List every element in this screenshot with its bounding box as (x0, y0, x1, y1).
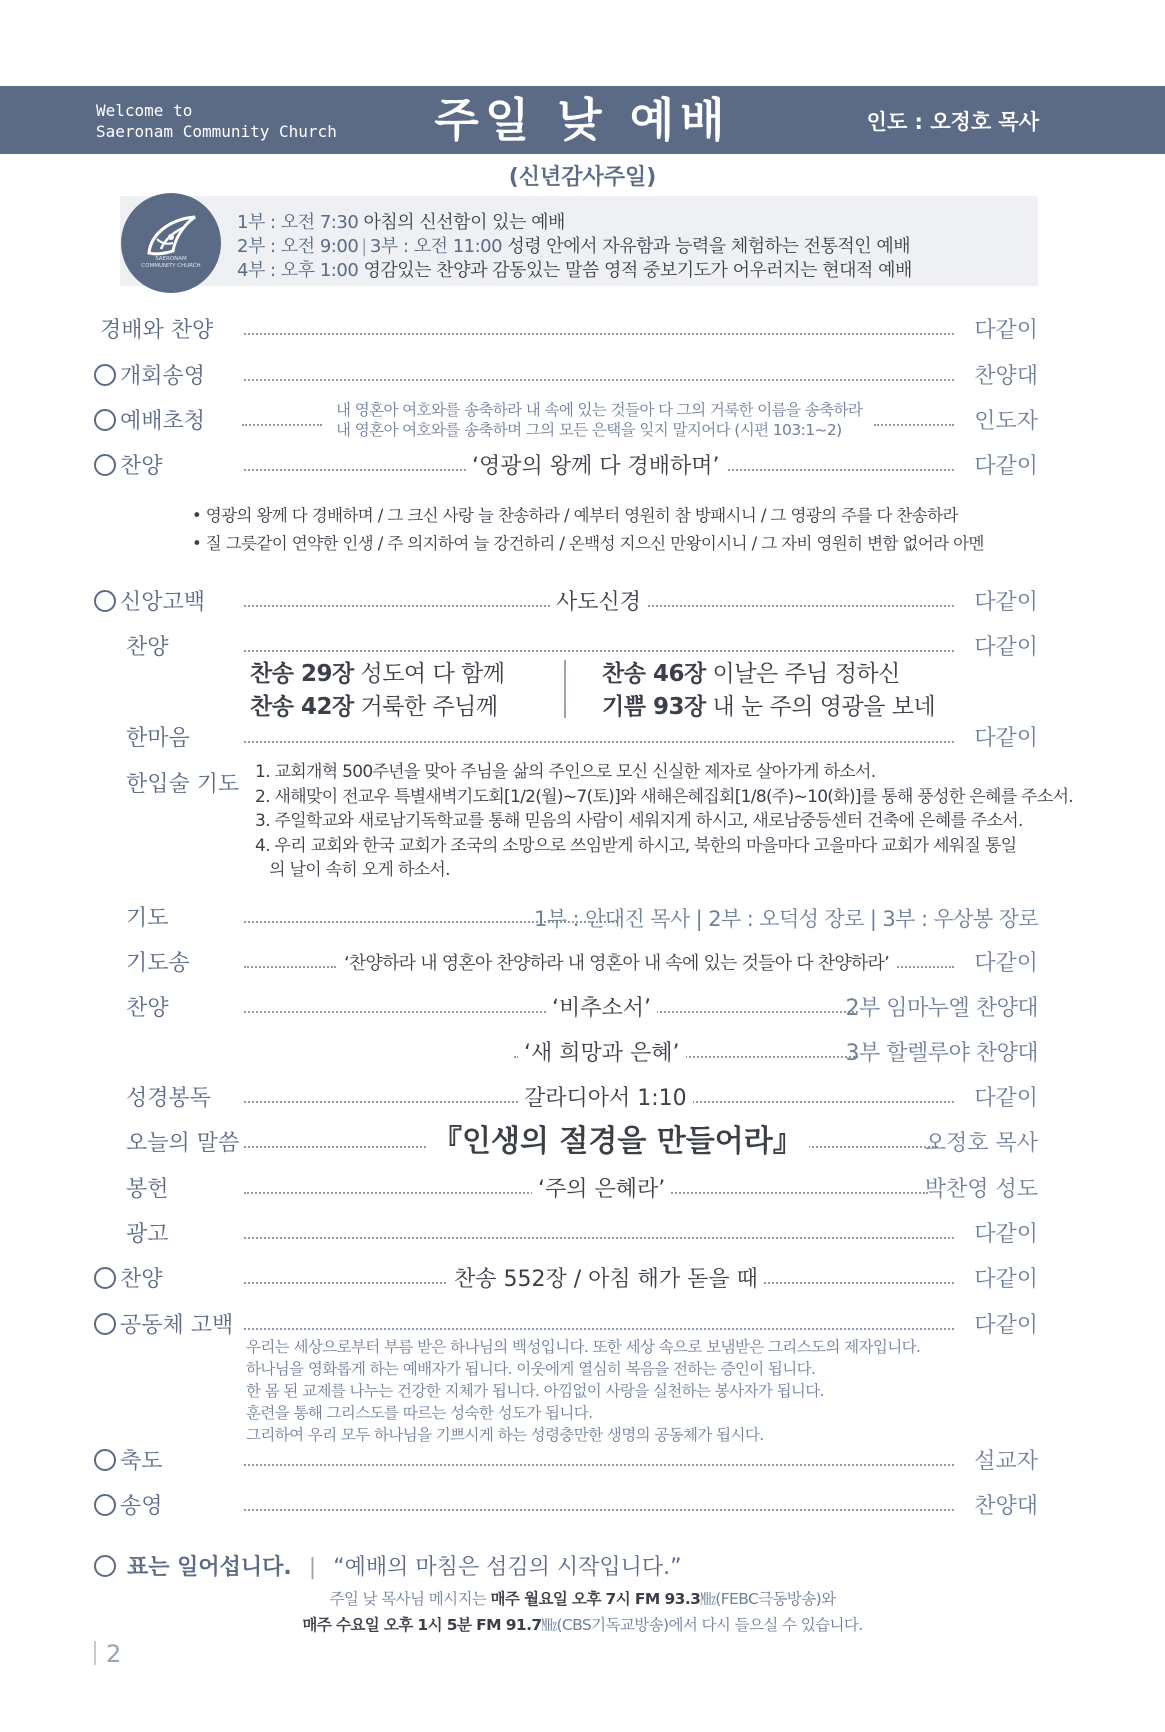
offering-song: ‘주의 은혜라’ (532, 1175, 671, 1205)
hymn-item (602, 657, 900, 691)
order-label: 기도송 (126, 951, 190, 976)
dot-leader (244, 379, 954, 381)
separator: | (308, 1555, 317, 1580)
separator: | (361, 236, 367, 257)
order-label-text: 개회송영 (120, 364, 206, 389)
service-time: 1부 : 오전 7:30 (237, 212, 359, 233)
order-label: 기도 (126, 906, 169, 931)
hymn-divider (564, 660, 566, 718)
order-label: 오늘의 말씀 (126, 1131, 240, 1156)
dot-leader (244, 1328, 954, 1330)
call-to-worship-text (336, 400, 862, 440)
confession-line: 하나님을 영화롭게 하는 예배자가 됩니다. 이웃에게 열심히 복음을 전하는 증인이 됩니다. (246, 1360, 816, 1378)
hymn-number: 기쁨 93장 (602, 694, 706, 720)
service-4 (237, 256, 912, 282)
order-role: 다같이 (974, 318, 1038, 343)
order-label: 광고 (126, 1222, 169, 1247)
church-name: Saeronam Community Church (96, 122, 337, 141)
order-confession-of-faith (94, 588, 1038, 618)
order-hymn-1 (94, 452, 1038, 482)
prayer-item: 2. 새해맞이 전교우 특별새벽기도회[1/2(월)~7(토)]와 새해은혜집회[1/8(주)~10(화)]를 통해 풍성한 은혜를 주소서. (255, 786, 1074, 807)
order-role: 다같이 (974, 1222, 1038, 1247)
order-choir-1 (94, 994, 1038, 1024)
order-label: 한마음 (126, 726, 190, 751)
stand-circle-icon (94, 1449, 116, 1471)
order-role: 찬양대 (974, 364, 1038, 389)
service-time: 2부 : 오전 9:00 (237, 236, 359, 257)
order-label (94, 1492, 163, 1522)
service-desc: 성령 안에서 자유함과 능력을 체험하는 전통적인 예배 (507, 236, 911, 257)
stand-circle-icon (94, 590, 116, 612)
prayer-song-text: ‘찬양하라 내 영혼아 찬양하라 내 영혼아 내 속에 있는 것들아 다 찬양하라’ (338, 949, 895, 979)
creed-title: 사도신경 (550, 588, 647, 618)
footer-note (94, 1550, 682, 1581)
confession-line: 우리는 세상으로부터 부름 받은 하나님의 백성입니다. 또한 세상 속으로 보냄받은 그리스도의 제자입니다. (246, 1338, 921, 1356)
stand-circle-icon (94, 364, 116, 386)
service-time: 3부 : 오전 11:00 (369, 236, 503, 257)
order-label-text: 신앙고백 (120, 590, 206, 615)
confession-line: 훈련을 통해 그리스도를 따르는 성숙한 성도가 됩니다. (246, 1404, 593, 1422)
order-scripture (94, 1084, 1038, 1114)
closing-quote: “예배의 마침은 섬김의 시작입니다.” (333, 1555, 682, 1580)
page-bar (94, 1641, 96, 1665)
order-label-text: 예배초청 (120, 409, 206, 434)
order-role: 오정호 목사 (924, 1131, 1038, 1156)
dot-leader (244, 1237, 954, 1239)
order-announcements (94, 1220, 1038, 1250)
radio-schedule: 매주 월요일 오후 7시 FM 93.3 (490, 1590, 701, 1608)
dot-leader (244, 741, 954, 743)
order-hymn-3 (94, 1265, 1038, 1295)
order-role: 설교자 (974, 1449, 1038, 1474)
hymn-item (250, 657, 504, 691)
stand-circle-icon (94, 1555, 116, 1577)
dot-leader (242, 424, 322, 426)
hymn-title: ‘영광의 왕께 다 경배하며’ (466, 452, 726, 482)
hymn-item (250, 690, 498, 724)
radio-line-1 (0, 1586, 1165, 1612)
church-logo-icon (121, 193, 221, 293)
order-one-heart (94, 724, 1038, 754)
order-role: 다같이 (974, 1086, 1038, 1111)
order-label: 찬양 (126, 635, 169, 660)
service-desc: 아침의 신선함이 있는 예배 (363, 212, 565, 233)
order-role: 다같이 (974, 635, 1038, 660)
order-role: 인도자 (974, 409, 1038, 434)
stand-circle-icon (94, 409, 116, 431)
order-label (94, 1311, 233, 1341)
order-role: 다같이 (974, 454, 1038, 479)
order-label: 성경봉독 (126, 1086, 212, 1111)
radio-station: ㎒(FEBC극동방송)와 (700, 1590, 836, 1608)
order-choir-2 (94, 1039, 1038, 1069)
welcome-line1: Welcome to (96, 101, 193, 120)
call-line-2: 내 영혼아 여호와를 송축하며 그의 모든 은택을 잊지 말지어다 (시편 103:1~2) (336, 421, 842, 439)
order-label-text: 공동체 고백 (120, 1313, 234, 1338)
prayer-item: 3. 주일학교와 새로남기독학교를 통해 믿음의 사람이 세워지게 하시고, 새로남중등센터 건축에 은혜를 주소서. (255, 811, 1023, 831)
service-time: 4부 : 오후 1:00 (237, 260, 359, 281)
service-1 (237, 208, 565, 234)
stand-circle-icon (94, 454, 116, 476)
radio-station: ㎒(CBS기독교방송)에서 다시 들으실 수 있습니다. (541, 1616, 863, 1634)
order-label (94, 1265, 163, 1295)
order-role: 다같이 (974, 1313, 1038, 1338)
anthem-title: ‘새 희망과 은혜’ (518, 1039, 686, 1069)
dot-leader (874, 424, 954, 426)
order-label-text: 송영 (120, 1494, 163, 1519)
stand-circle-icon (94, 1494, 116, 1516)
hymn-name: 성도여 다 함께 (360, 661, 505, 687)
order-praise-worship (94, 316, 1038, 346)
radio-line-2 (0, 1612, 1165, 1638)
order-role: 다같이 (974, 726, 1038, 751)
anthem-title: ‘비추소서’ (546, 994, 657, 1024)
order-benediction (94, 1447, 1038, 1477)
worship-leader: 인도 : 오정호 목사 (866, 110, 1039, 134)
confession-text (246, 1336, 920, 1446)
order-label: 찬양 (126, 996, 169, 1021)
dot-leader (244, 966, 336, 968)
order-role: 박찬영 성도 (924, 1177, 1038, 1202)
page-number (94, 1640, 121, 1668)
stand-note: 표는 일어섭니다. (127, 1555, 292, 1580)
sermon-title: 『인생의 절경을 만들어라』 (426, 1122, 809, 1162)
order-label (94, 407, 205, 437)
scripture-ref: 갈라디아서 1:10 (518, 1084, 693, 1114)
hymn-number: 찬송 42장 (250, 694, 354, 720)
hymn-number: 찬송 46장 (602, 661, 706, 687)
prayer-item: 4. 우리 교회와 한국 교회가 조국의 소망으로 쓰임받게 하시고, 북한의 마을마다 고을마다 교회가 세워질 통일 (255, 835, 1017, 856)
order-label-text: 찬양 (120, 454, 163, 479)
order-doxology (94, 1492, 1038, 1522)
service-desc: 영감있는 찬양과 감동있는 말씀 영적 중보기도가 어우러지는 현대적 예배 (363, 260, 912, 281)
page-number-text: 2 (106, 1640, 122, 1668)
hymn-number: 찬송 29장 (250, 661, 354, 687)
hymn-name: 거룩한 주님께 (360, 694, 498, 720)
order-role: 3부 할렐루야 찬양대 (845, 1041, 1038, 1066)
dot-leader (244, 650, 954, 652)
order-label (94, 588, 205, 618)
order-role: 찬양대 (974, 1494, 1038, 1519)
call-line-1: 내 영혼아 여호와를 송축하라 내 속에 있는 것들아 다 그의 거룩한 이름을 송축하라 (336, 401, 863, 419)
prayer-item: 의 날이 속히 오게 하소서. (255, 860, 450, 880)
radio-text: 주일 낮 목사님 메시지는 (329, 1590, 487, 1608)
page-subtitle: (신년감사주일) (508, 165, 657, 190)
order-role: 다같이 (974, 1267, 1038, 1292)
radio-schedule: 매주 수요일 오후 1시 5분 FM 91.7 (302, 1616, 542, 1634)
stand-circle-icon (94, 1313, 116, 1335)
order-role: 다같이 (974, 590, 1038, 615)
order-label (94, 1447, 163, 1477)
order-role: 다같이 (974, 951, 1038, 976)
order-prayer-song (94, 949, 1038, 979)
radio-broadcast-info (0, 1586, 1165, 1638)
order-offering (94, 1175, 1038, 1205)
stand-circle-icon (94, 1267, 116, 1289)
dot-leader (244, 333, 954, 335)
order-opening-doxology (94, 362, 1038, 392)
closing-hymn: 찬송 552장 / 아침 해가 돋을 때 (448, 1265, 764, 1295)
order-role: 1부 : 안대진 목사 | 2부 : 오덕성 장로 | 3부 : 우상봉 장로 (534, 907, 1038, 931)
order-label: 한입술 기도 (126, 772, 240, 797)
lyrics-line-1: • 영광의 왕께 다 경배하며 / 그 크신 사랑 늘 찬송하라 / 예부터 영원히 참 방패시니 / 그 영광의 주를 다 찬송하라 (192, 506, 958, 525)
order-label: 경배와 찬양 (100, 318, 214, 343)
hymn-item (602, 690, 935, 724)
order-sermon (94, 1124, 1038, 1159)
order-role: 2부 임마누엘 찬양대 (845, 996, 1038, 1021)
page-title: 주일 낮 예배 (434, 93, 731, 147)
order-label-text: 찬양 (120, 1267, 163, 1292)
order-label (94, 452, 163, 482)
prayer-list (255, 760, 1073, 883)
confession-line: 한 몸 된 교제를 나누는 건강한 지체가 됩니다. 아낌없이 사랑을 실천하는 봉사자가 됩니다. (246, 1382, 825, 1400)
prayer-item: 1. 교회개혁 500주년을 맞아 주님을 삶의 주인으로 모신 신실한 제자로 살아가게 하소서. (255, 762, 876, 782)
confession-line: 그리하여 우리 모두 하나님을 기쁘시게 하는 성령충만한 생명의 공동체가 됩시다. (246, 1426, 764, 1444)
lyrics-line-2: • 질 그릇같이 연약한 인생 / 주 의지하여 늘 강건하리 / 온백성 지으신 만왕이시니 / 그 자비 영원히 변함 없어라 아멘 (192, 534, 984, 553)
dot-leader (244, 1509, 954, 1511)
order-label-text: 축도 (120, 1449, 163, 1474)
hymn-name: 내 눈 주의 영광을 보네 (712, 694, 936, 720)
hymn-name: 이날은 주님 정하신 (712, 661, 900, 687)
service-2 (237, 232, 910, 258)
logo-text-1: SAERONAM (155, 256, 187, 262)
order-label (94, 362, 205, 392)
logo-text-2: COMMUNITY CHURCH (141, 263, 201, 269)
dot-leader (244, 1464, 954, 1466)
order-prayer (94, 904, 1038, 934)
order-label: 봉헌 (126, 1177, 169, 1202)
